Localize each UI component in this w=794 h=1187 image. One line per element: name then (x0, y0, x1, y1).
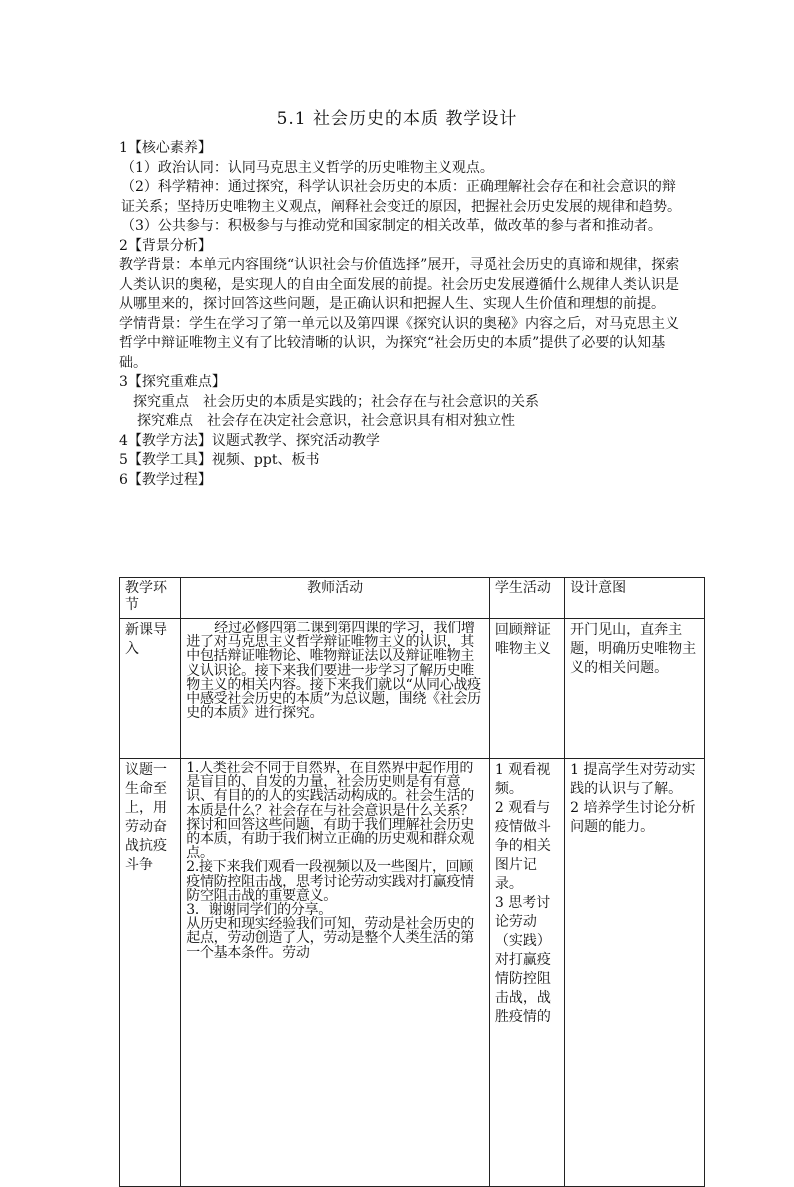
key-point (119, 393, 689, 413)
cell-stage: 议题一生命至上，用劳动奋战抗疫斗争 (120, 759, 181, 1187)
table-row (120, 759, 705, 1187)
teacher-paragraph: 2.接下来我们观看一段视频以及一些图片，回顾疫情防控阻击战，思考讨论劳动实践对打赢疫情防空阻击战的重要意义。 (186, 859, 474, 904)
student-item: 3 思考讨论劳动（实践）对打赢疫情防控阻击战，战胜疫情的 (494, 895, 551, 1025)
table-header-row (120, 578, 705, 619)
method-line: 4【教学方法】议题式教学、探究活动教学 (119, 432, 380, 449)
cell-student: 回顾辩证唯物主义 (489, 619, 564, 759)
difficult-point (119, 412, 689, 432)
student-item: 2 观看与疫情做斗争的相关图片记录。 (494, 800, 551, 892)
student-background: 学情背景：学生在学习了第一单元以及第四课《探究认识的奥秘》内容之后，对马克思主义哲学中辩证唯物主义有了比较清晰的认识，为探究“社会历史的本质”提供了必要的认知基础。 (119, 315, 679, 371)
intent-item: 1 提高学生对劳动实践的认识与了解。 (570, 762, 696, 797)
process-heading: 6【教学过程】 (119, 471, 212, 488)
document-body (119, 139, 689, 490)
core-item-2: （2）科学精神：通过探究，科学认识社会历史的本质：正确理解社会存在和社会意识的辩证关系；坚持历史唯物主义观点，阐释社会变迁的原因，把握社会历史发展的规律和趋势。 (121, 179, 681, 215)
cell-student (489, 759, 564, 1187)
core-item-3: （3）公共参与：积极参与与推动党和国家制定的相关改革，做改革的参与者和推动者。 (121, 218, 662, 234)
key-point-label: 探究重点 (133, 393, 189, 410)
teacher-paragraph: 1.人类社会不同于自然界，在自然界中起作用的是盲目的、自发的力量，社会历史则是有有意识、有目的的人的实践活动构成的。社会生活的本质是什么？社会存在与社会意识是什么关系？探讨和回答这些问题，有助于我们理解社会历史的本质，有助于我们树立正确的历史观和群众观点。 (186, 761, 474, 862)
difficult-point-text: 社会存在决定社会意识，社会意识具有相对独立性 (207, 413, 515, 429)
header-student: 学生活动 (489, 578, 564, 619)
teacher-paragraph: 从历史和现实经验我们可知，劳动是社会历史的起点，劳动创造了人，劳动是整个人类生活的第一个基本条件。劳动 (186, 916, 474, 961)
cell-teacher (181, 619, 490, 759)
intent-item: 2 培养学生讨论分析问题的能力。 (570, 800, 696, 835)
core-item-1: （1）政治认同：认同马克思主义哲学的历史唯物主义观点。 (121, 159, 494, 176)
cell-stage: 新课导入 (120, 619, 181, 759)
tools-line: 5【教学工具】视频、ppt、板书 (119, 452, 320, 468)
header-teacher: 教师活动 (181, 578, 490, 619)
process-table (119, 577, 705, 1187)
header-intent: 设计意图 (565, 578, 705, 619)
teacher-paragraph: 3．谢谢同学们的分享。 (186, 902, 332, 919)
student-item: 1 观看视频。 (494, 762, 551, 797)
cell-teacher (181, 759, 490, 1187)
cell-intent: 开门见山，直奔主题，明确历史唯物主义的相关问题。 (565, 619, 705, 759)
header-stage: 教学环节 (120, 578, 181, 619)
teacher-text: 经过必修四第二课到第四课的学习，我们增进了对马克思主义哲学辩证唯物主义的认识，其中包括辩证唯物论、唯物辩证法以及辩证唯物主义认识论。接下来我们要进一步学习了解历史唯物主义的相关内容。接下来我们就以“从同心战疫中感受社会历史的本质”为总议题，围绕《社会历史的本质》进行探究。 (186, 621, 481, 722)
table-row (120, 619, 705, 759)
teaching-background: 教学背景：本单元内容围绕“认识社会与价值选择”展开，寻觅社会历史的真谛和规律，探索人类认识的奥秘，是实现人的自由全面发展的前提。社会历史发展遵循什么规律人类认识是从哪里来的，探讨回答这些问题，是正确认识和把握人生、实现人生价值和理想的前提。 (119, 257, 680, 312)
difficult-point-label: 探究难点 (137, 413, 193, 429)
key-point-text: 社会历史的本质是实践的；社会存在与社会意识的关系 (203, 393, 539, 410)
cell-intent (565, 759, 705, 1187)
focus-heading: 3【探究重难点】 (119, 374, 226, 390)
background-heading: 2【背景分析】 (119, 237, 212, 254)
core-heading: 1【核心素养】 (119, 140, 212, 156)
page-title: 5.1 社会历史的本质 教学设计 (276, 109, 518, 129)
